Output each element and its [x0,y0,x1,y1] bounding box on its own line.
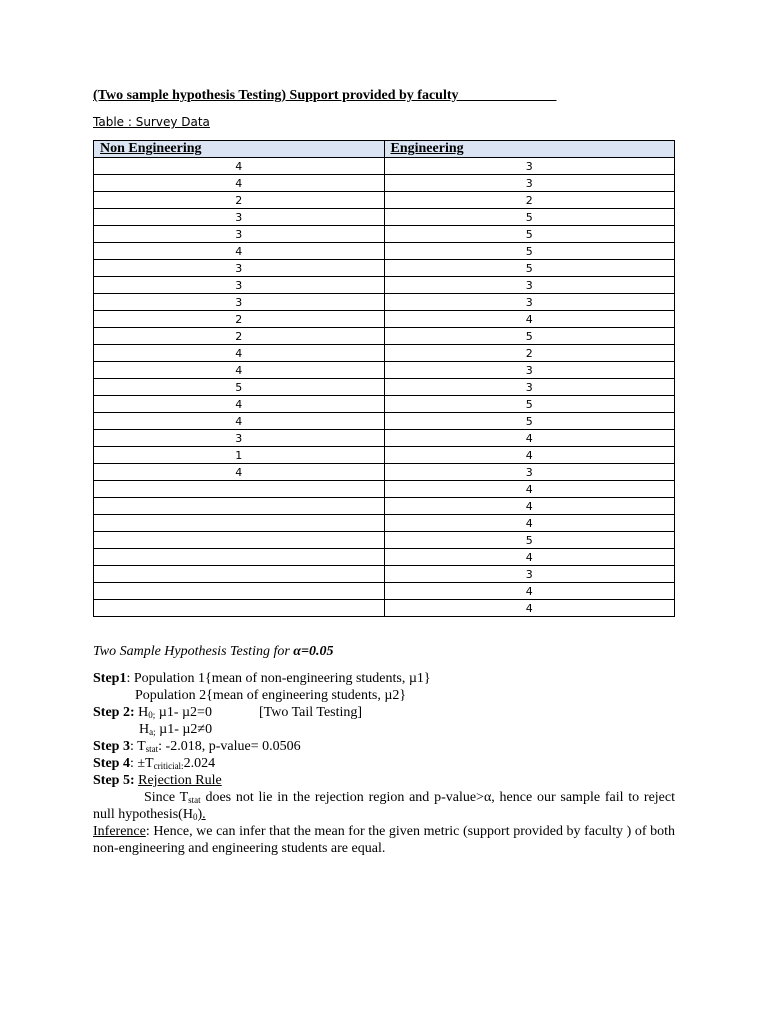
cell-engineering: 3 [384,175,675,192]
table-row [94,566,675,583]
cell-non-engineering: 4 [94,413,385,430]
cell-non-engineering [94,600,385,617]
step-2-alternative: $H_{a;}$ µ1- µ2≠0 [139,722,213,737]
table-caption: Table : Survey Data [93,115,210,129]
table-row [94,243,675,260]
cell-engineering: 3 [384,566,675,583]
table-row [94,396,675,413]
cell-engineering: 4 [384,515,675,532]
cell-engineering: 2 [384,345,675,362]
table-row [94,345,675,362]
table-row [94,277,675,294]
table-row [94,362,675,379]
cell-non-engineering: 3 [94,430,385,447]
cell-non-engineering: 4 [94,362,385,379]
table-row [94,515,675,532]
inference: Inference: Hence, we can infer that the mean for the given metric (support provided by faculty ) of both non-engineering and engineering students are equal. [93,824,675,856]
cell-non-engineering: 3 [94,294,385,311]
step-1-population-2: Population 2{mean of engineering students, µ2} [135,688,407,703]
table-row [94,175,675,192]
table-row [94,481,675,498]
survey-data-table [93,140,675,617]
cell-engineering: 5 [384,413,675,430]
table-row [94,447,675,464]
table-row [94,158,675,175]
cell-non-engineering: 3 [94,226,385,243]
cell-non-engineering: 4 [94,396,385,413]
table-row [94,549,675,566]
cell-non-engineering [94,583,385,600]
step-4: Step 4: $\pm T_{criticial:}2.024$ [93,756,216,771]
step-1: Step1: Population 1{mean of non-engineering students, µ1} [93,671,431,686]
table-body [94,158,675,617]
hypothesis-steps [93,670,675,857]
cell-engineering: 5 [384,260,675,277]
cell-non-engineering: 4 [94,464,385,481]
cell-engineering: 4 [384,481,675,498]
step-3: Step 3: $T_{stat}$: -2.018, p-value= 0.0506 [93,739,301,754]
cell-non-engineering [94,532,385,549]
table-row [94,464,675,481]
table-header-row [94,141,675,158]
cell-engineering: 5 [384,328,675,345]
cell-non-engineering: 2 [94,328,385,345]
cell-non-engineering: 4 [94,158,385,175]
cell-engineering: 5 [384,209,675,226]
cell-engineering: 3 [384,158,675,175]
table-row [94,379,675,396]
table-row [94,192,675,209]
cell-non-engineering: 2 [94,311,385,328]
cell-engineering: 4 [384,549,675,566]
alpha-value: α=0.05 [293,644,334,659]
table-row [94,498,675,515]
page-title: (Two sample hypothesis Testing) Support provided by faculty [93,88,459,103]
table-row [94,328,675,345]
column-header-non-engineering: Non Engineering [94,141,385,158]
cell-engineering: 4 [384,583,675,600]
cell-engineering: 3 [384,379,675,396]
cell-engineering: 3 [384,277,675,294]
table-row [94,294,675,311]
cell-non-engineering [94,549,385,566]
table-row [94,532,675,549]
rejection-conclusion: Since $T_{stat}$ does not lie in the rejection region and p-value>α, hence our sample fail to reject null $hypothesis(H_0)$. [93,790,675,822]
cell-engineering: 4 [384,430,675,447]
cell-engineering: 5 [384,243,675,260]
cell-engineering: 2 [384,192,675,209]
cell-non-engineering [94,566,385,583]
table-row [94,260,675,277]
table-row [94,311,675,328]
cell-engineering: 3 [384,464,675,481]
cell-non-engineering: 3 [94,209,385,226]
cell-non-engineering: 3 [94,277,385,294]
step-5: Step 5: Rejection Rule [93,773,222,788]
cell-engineering: 5 [384,396,675,413]
cell-non-engineering: 5 [94,379,385,396]
cell-engineering: 4 [384,600,675,617]
cell-non-engineering [94,515,385,532]
cell-engineering: 5 [384,532,675,549]
table-row [94,583,675,600]
cell-engineering: 4 [384,311,675,328]
cell-engineering: 5 [384,226,675,243]
table-row [94,209,675,226]
cell-engineering: 3 [384,294,675,311]
cell-non-engineering: 1 [94,447,385,464]
cell-non-engineering: 4 [94,345,385,362]
table-row [94,430,675,447]
cell-non-engineering: 4 [94,243,385,260]
table-row [94,600,675,617]
table-row [94,413,675,430]
cell-engineering: 4 [384,498,675,515]
section-heading: Two Sample Hypothesis Testing for α=0.05 [93,644,334,659]
table-row [94,226,675,243]
column-header-engineering: Engineering [384,141,675,158]
cell-non-engineering: 4 [94,175,385,192]
cell-non-engineering: 2 [94,192,385,209]
cell-non-engineering: 3 [94,260,385,277]
cell-non-engineering [94,498,385,515]
step-2: Step 2: $H_{0;}$ µ1- µ2=0 [Two Tail Testing] [93,705,363,720]
cell-engineering: 3 [384,362,675,379]
cell-engineering: 4 [384,447,675,464]
cell-non-engineering [94,481,385,498]
